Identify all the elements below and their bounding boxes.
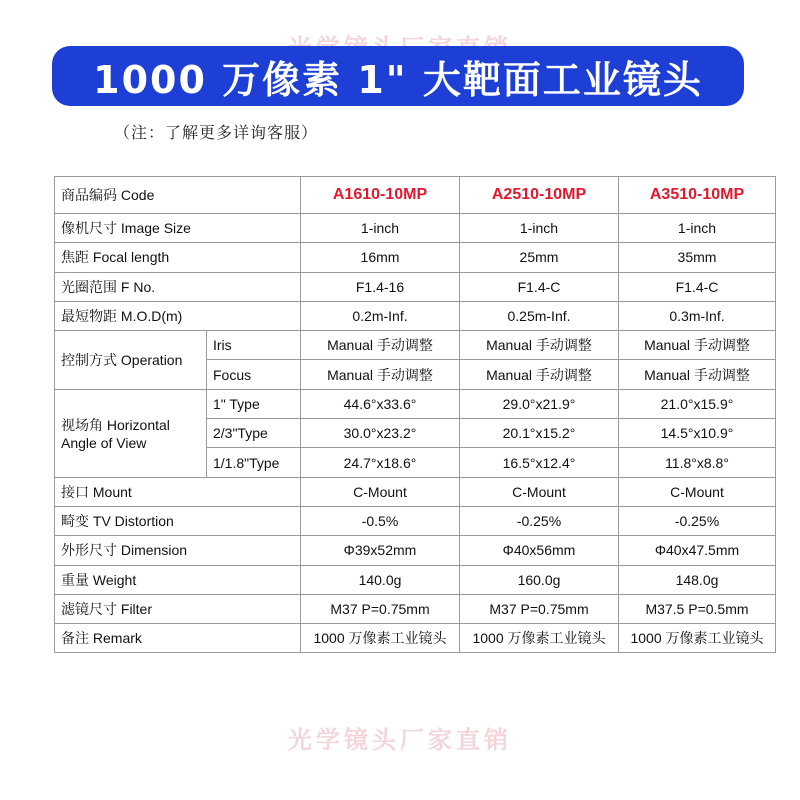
watermark-bottom: 光学镜头厂家直销 [288, 727, 512, 754]
table-cell: Manual 手动调整 [301, 331, 460, 360]
table-cell: 1000 万像素工业镜头 [460, 624, 619, 653]
sub-label-1-1-8-type: 1/1.8"Type [207, 448, 301, 477]
table-row [55, 506, 776, 535]
table-cell: Φ40x56mm [460, 536, 619, 565]
table-cell: 1-inch [619, 214, 776, 243]
table-cell: Manual 手动调整 [619, 360, 776, 389]
sub-label-2-3-type: 2/3"Type [207, 419, 301, 448]
model-name: A2510-10MP [460, 177, 619, 214]
row-label-mod: 最短物距 M.O.D(m) [55, 301, 301, 330]
table-cell: M37 P=0.75mm [301, 594, 460, 623]
table-cell: 160.0g [460, 565, 619, 594]
row-label-remark: 备注 Remark [55, 624, 301, 653]
table-cell: 25mm [460, 243, 619, 272]
table-cell: 20.1°x15.2° [460, 419, 619, 448]
table-cell: M37.5 P=0.5mm [619, 594, 776, 623]
table-cell: 1-inch [301, 214, 460, 243]
table-cell: M37 P=0.75mm [460, 594, 619, 623]
row-label-operation: 控制方式 Operation [55, 331, 207, 390]
row-label-fov [55, 389, 207, 477]
table-cell: Manual 手动调整 [619, 331, 776, 360]
table-cell: F1.4-16 [301, 272, 460, 301]
table-cell: F1.4-C [460, 272, 619, 301]
sub-label-iris: Iris [207, 331, 301, 360]
table-row [55, 272, 776, 301]
table-cell: F1.4-C [619, 272, 776, 301]
table-row [55, 624, 776, 653]
sub-label-focus: Focus [207, 360, 301, 389]
table-row [55, 477, 776, 506]
table-cell: 44.6°x33.6° [301, 389, 460, 418]
table-cell: Φ40x47.5mm [619, 536, 776, 565]
table-cell: 16mm [301, 243, 460, 272]
table-row [55, 331, 776, 360]
table-cell: 1000 万像素工业镜头 [301, 624, 460, 653]
model-name: A3510-10MP [619, 177, 776, 214]
table-cell: C-Mount [301, 477, 460, 506]
table-row [55, 389, 776, 418]
table-cell: C-Mount [619, 477, 776, 506]
note-text: （注：了解更多详询客服） [114, 125, 319, 142]
row-label-fno: 光圈范围 F No. [55, 272, 301, 301]
table-cell: C-Mount [460, 477, 619, 506]
title-banner [52, 46, 744, 106]
table-cell: -0.25% [619, 506, 776, 535]
table-cell: 24.7°x18.6° [301, 448, 460, 477]
table-cell: Manual 手动调整 [460, 331, 619, 360]
model-name: A1610-10MP [301, 177, 460, 214]
table-cell: 0.25m-Inf. [460, 301, 619, 330]
table-cell: 21.0°x15.9° [619, 389, 776, 418]
row-label-focal: 焦距 Focal length [55, 243, 301, 272]
fov-label-line1: 视场角 Horizontal [61, 417, 170, 434]
table-row [55, 301, 776, 330]
table-row [55, 177, 776, 214]
table-cell: 0.2m-Inf. [301, 301, 460, 330]
spec-table [54, 176, 776, 653]
table-cell: 0.3m-Inf. [619, 301, 776, 330]
table-cell: 29.0°x21.9° [460, 389, 619, 418]
row-label-image-size: 像机尺寸 Image Size [55, 214, 301, 243]
table-row [55, 214, 776, 243]
table-row [55, 565, 776, 594]
sub-label-1-type: 1" Type [207, 389, 301, 418]
row-label-weight: 重量 Weight [55, 565, 301, 594]
table-cell: 1-inch [460, 214, 619, 243]
fov-label-line2: Angle of View [61, 435, 147, 452]
table-cell: 16.5°x12.4° [460, 448, 619, 477]
row-label-mount: 接口 Mount [55, 477, 301, 506]
row-label-distortion: 畸变 TV Distortion [55, 506, 301, 535]
table-cell: Manual 手动调整 [460, 360, 619, 389]
table-cell: 30.0°x23.2° [301, 419, 460, 448]
table-row [55, 243, 776, 272]
table-cell: 1000 万像素工业镜头 [619, 624, 776, 653]
table-cell: 35mm [619, 243, 776, 272]
table-cell: Manual 手动调整 [301, 360, 460, 389]
page-title: 1000 万像素 1" 大靶面工业镜头 [93, 57, 703, 102]
table-cell: 11.8°x8.8° [619, 448, 776, 477]
table-cell: 148.0g [619, 565, 776, 594]
row-label-code: 商品编码 Code [55, 177, 301, 214]
table-row [55, 594, 776, 623]
table-cell: 14.5°x10.9° [619, 419, 776, 448]
table-row [55, 536, 776, 565]
table-cell: -0.25% [460, 506, 619, 535]
table-cell: -0.5% [301, 506, 460, 535]
table-cell: 140.0g [301, 565, 460, 594]
row-label-filter: 滤镜尺寸 Filter [55, 594, 301, 623]
table-cell: Φ39x52mm [301, 536, 460, 565]
row-label-dimension: 外形尺寸 Dimension [55, 536, 301, 565]
